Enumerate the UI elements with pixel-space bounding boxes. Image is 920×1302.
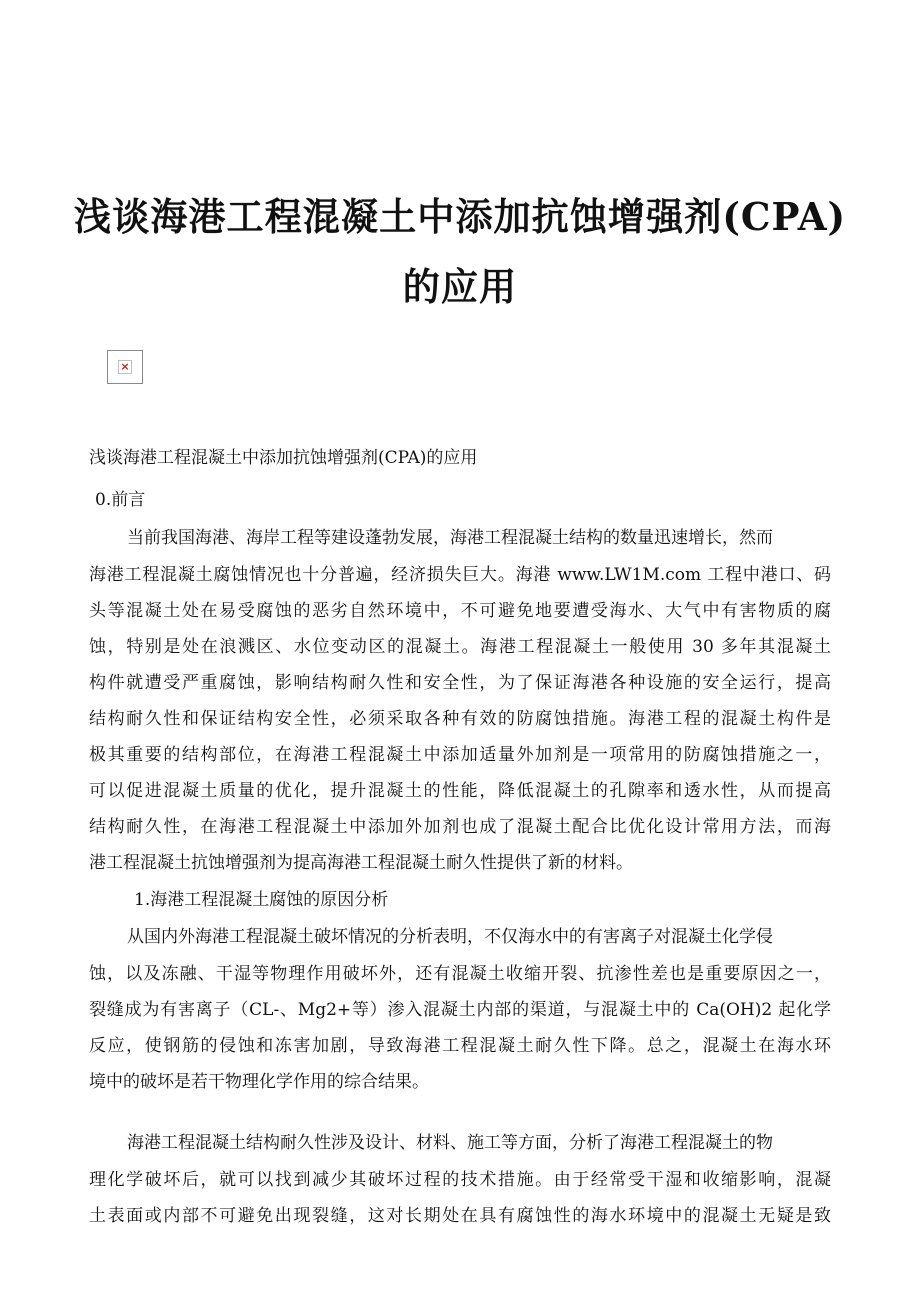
paragraph-1-line: 可以促进混凝土质量的优化，提升混凝土的性能，降低混凝土的孔隙率和透水性，从而提高 — [89, 781, 831, 801]
broken-image-glyph: × — [118, 360, 132, 374]
document-subtitle: 浅谈海港工程混凝土中添加抗蚀增强剂(CPA)的应用 — [89, 448, 478, 468]
paragraph-1-line: 头等混凝土处在易受腐蚀的恶劣自然环境中，不可避免地要遭受海水、大气中有害物质的腐 — [89, 601, 831, 621]
paragraph-1-line: 海港工程混凝土腐蚀情况也十分普遍，经济损失巨大。海港 www.LW1M.com 工程中港口、码 — [89, 565, 831, 585]
paragraph-1-line: 当前我国海港、海岸工程等建设蓬勃发展，海港工程混凝土结构的数量迅速增长，然而 — [127, 528, 773, 548]
paragraph-1-line: 结构耐久性和保证结构安全性，必须采取各种有效的防腐蚀措施。海港工程的混凝土构件是 — [89, 709, 831, 729]
paragraph-2-line: 裂缝成为有害离子（CL-、Mg2+等）渗入混凝土内部的渠道，与混凝土中的 Ca(OH)2 起化学 — [89, 1000, 831, 1020]
paragraph-1-line: 极其重要的结构部位，在海港工程混凝土中添加适量外加剂是一项常用的防腐蚀措施之一， — [89, 745, 831, 765]
paragraph-1-line: 构件就遭受严重腐蚀，影响结构耐久性和安全性，为了保证海港各种设施的安全运行，提高 — [89, 673, 831, 693]
paragraph-3-line: 土表面或内部不可避免出现裂缝，这对长期处在具有腐蚀性的海水环境中的混凝土无疑是致 — [89, 1206, 831, 1226]
broken-image-icon — [107, 350, 143, 384]
document-title-line-2: 的应用 — [402, 264, 518, 309]
paragraph-2-line: 反应，使钢筋的侵蚀和冻害加剧，导致海港工程混凝土耐久性下降。总之，混凝土在海水环 — [89, 1036, 831, 1056]
paragraph-2-line: 境中的破坏是若干物理化学作用的综合结果。 — [89, 1072, 429, 1092]
section-heading-preface: 0.前言 — [95, 490, 146, 510]
paragraph-3-line: 理化学破坏后，就可以找到减少其破坏过程的技术措施。由于经常受干湿和收缩影响，混凝 — [89, 1170, 831, 1190]
paragraph-1-line: 港工程混凝土抗蚀增强剂为提高海港工程混凝土耐久性提供了新的材料。 — [89, 853, 633, 873]
paragraph-3-line: 海港工程混凝土结构耐久性涉及设计、材料、施工等方面，分析了海港工程混凝土的物 — [127, 1133, 773, 1153]
paragraph-1-line: 结构耐久性，在海港工程混凝土中添加外加剂也成了混凝土配合比优化设计常用方法，而海 — [89, 817, 831, 837]
paragraph-2-line: 蚀，以及冻融、干湿等物理作用破坏外，还有混凝土收缩开裂、抗渗性差也是重要原因之一， — [89, 964, 831, 984]
paragraph-2-line: 从国内外海港工程混凝土破坏情况的分析表明，不仅海水中的有害离子对混凝土化学侵 — [127, 927, 773, 947]
document-title-line-1: 浅谈海港工程混凝土中添加抗蚀增强剂(CPA) — [73, 194, 847, 239]
paragraph-1-line: 蚀，特别是处在浪溅区、水位变动区的混凝土。海港工程混凝土一般使用 30 多年其混凝土 — [89, 637, 831, 657]
section-heading-causes: 1.海港工程混凝土腐蚀的原因分析 — [134, 890, 389, 910]
